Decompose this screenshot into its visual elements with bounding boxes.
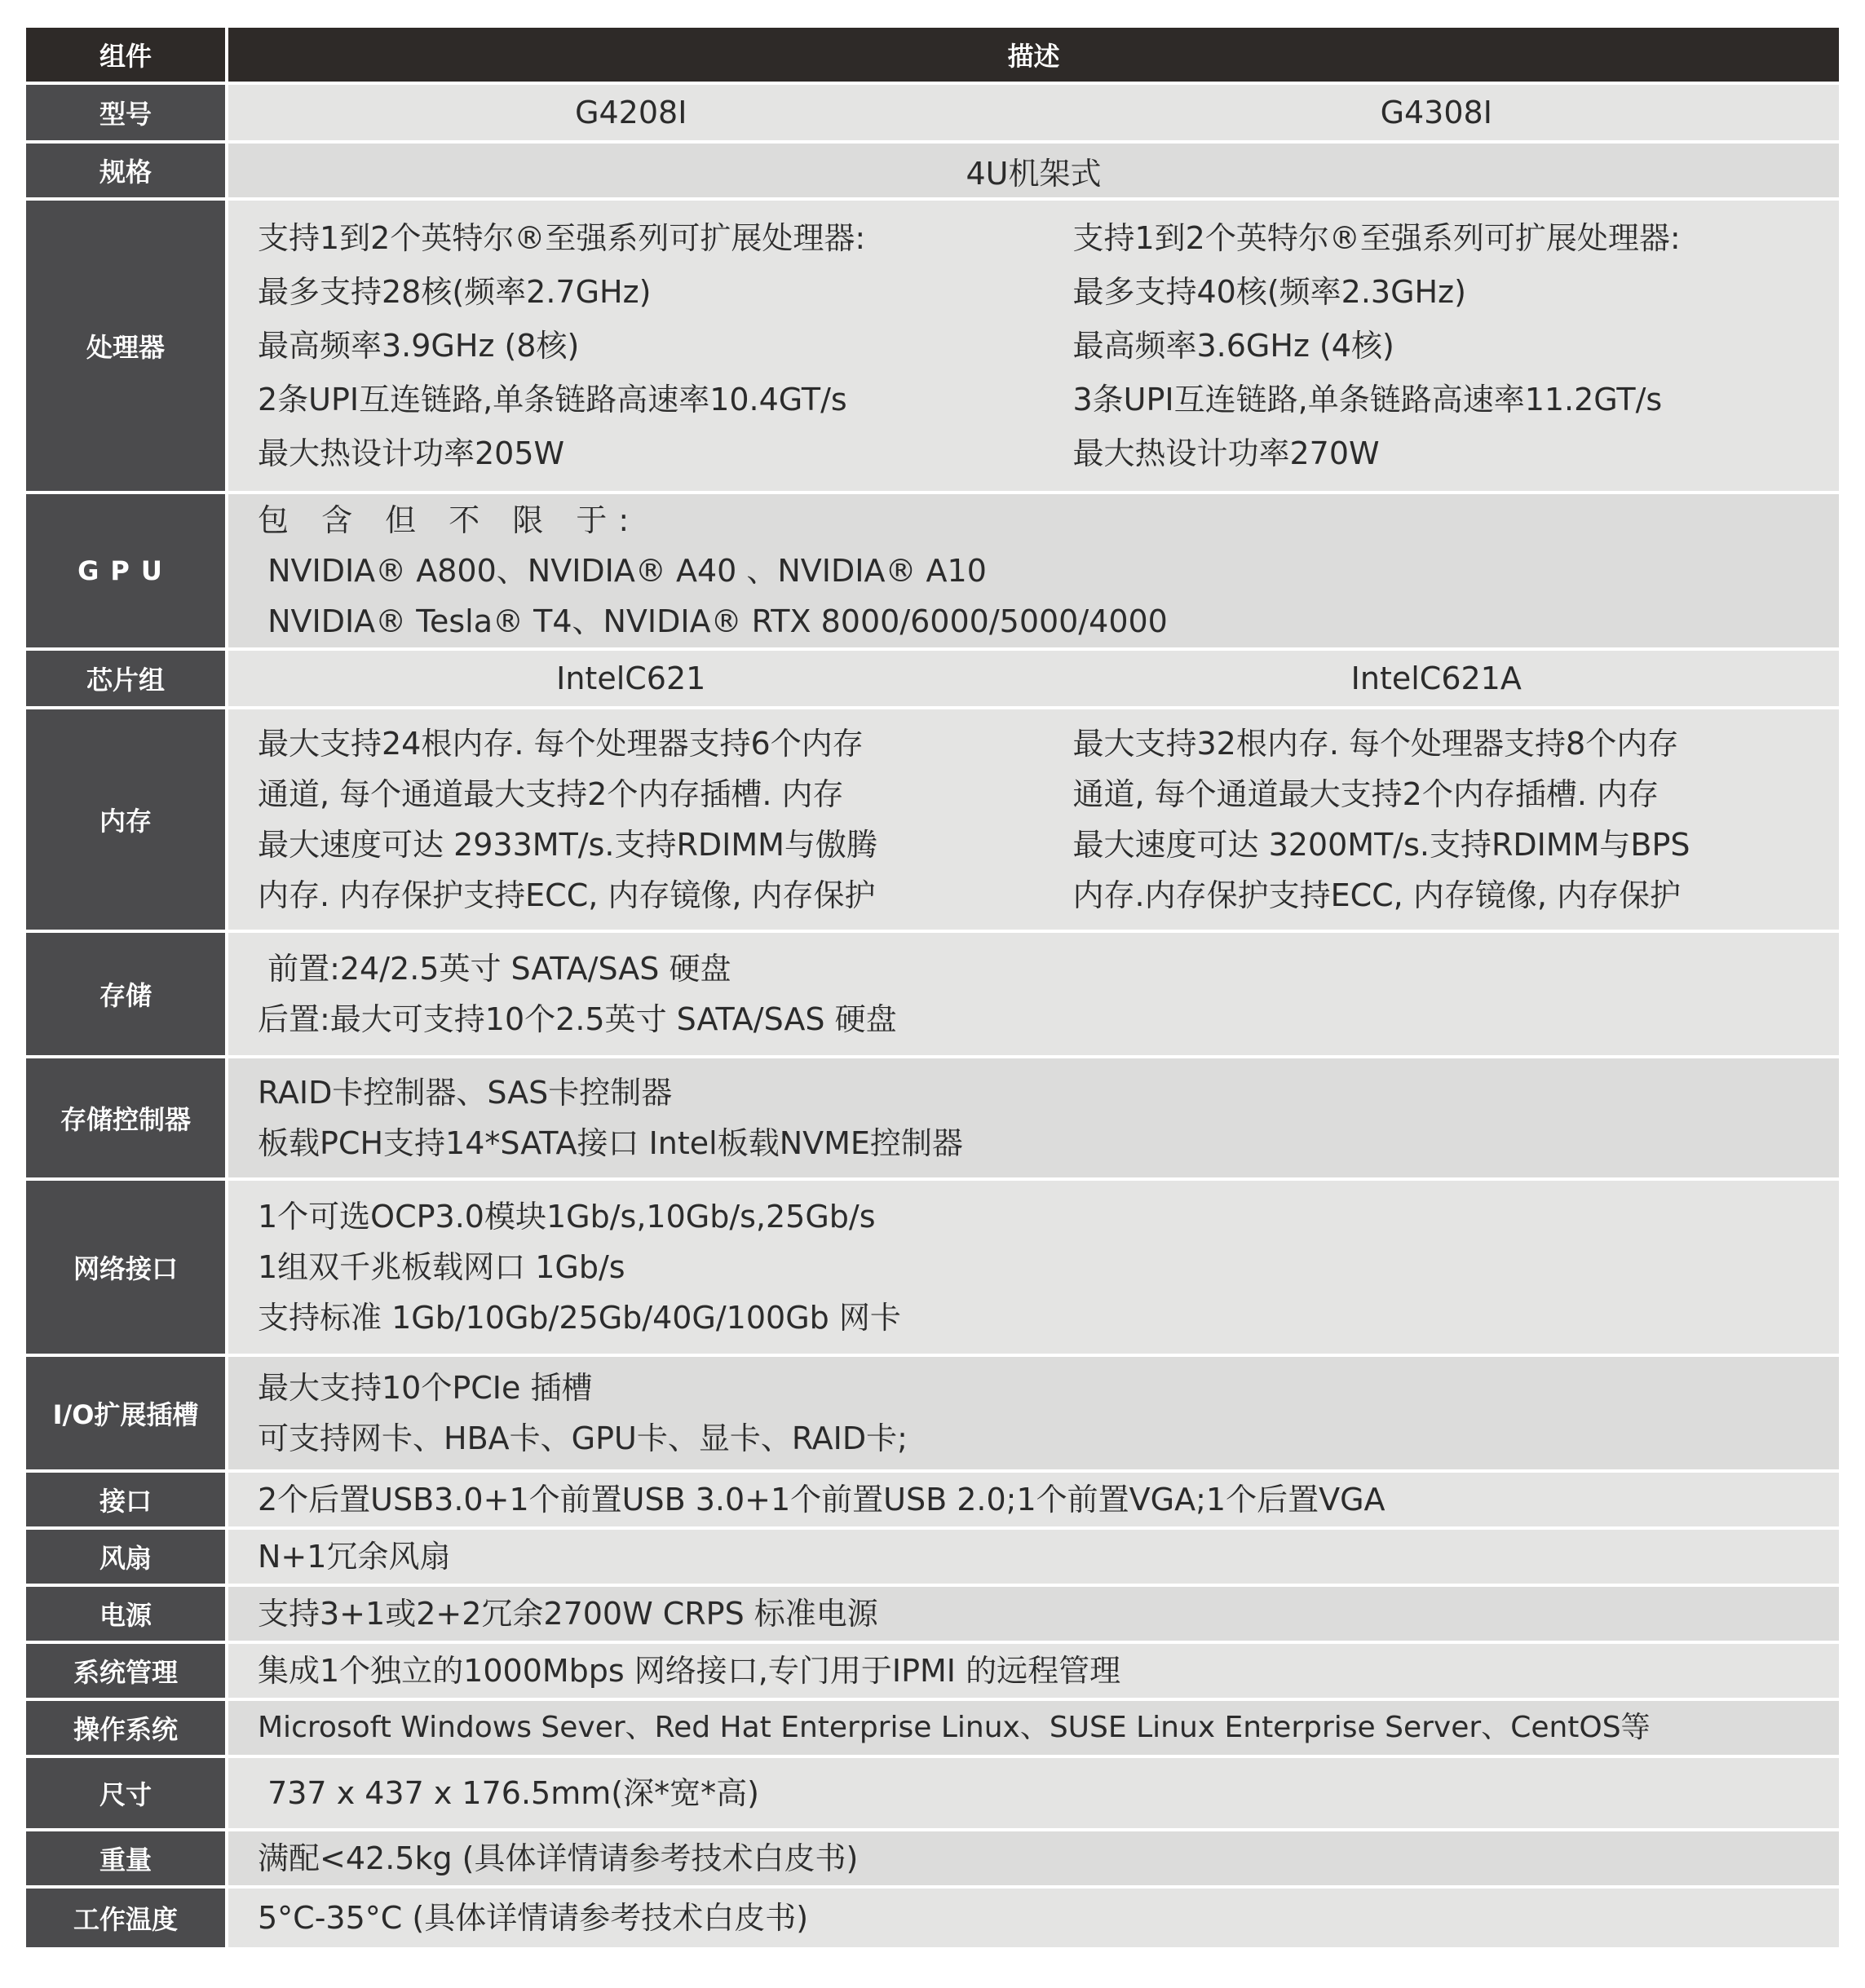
memory-right	[1049, 718, 1840, 921]
storage-controller-line: 板载PCH支持14*SATA接口 Intel板载NVME控制器	[258, 1125, 963, 1161]
row-temperature	[26, 1889, 1839, 1947]
cpu-left-line: 最多支持28核(频率2.7GHz)	[258, 274, 652, 310]
row-cpu	[26, 201, 1839, 491]
cpu-right-line: 最大热设计功率270W	[1072, 435, 1380, 471]
temperature-value: 5°C-35°C (具体详情请参考技术白皮书)	[228, 1889, 1839, 1947]
storage-line: 前置:24/2.5英寸 SATA/SAS 硬盘	[258, 951, 731, 987]
row-management	[26, 1644, 1839, 1698]
network-line: 支持标准 1Gb/10Gb/25Gb/40G/100Gb 网卡	[258, 1300, 901, 1336]
memory-left-line: 通道, 每个通道最大支持2个内存插槽. 内存	[258, 776, 844, 812]
row-storage	[26, 933, 1839, 1055]
label-temperature: 工作温度	[26, 1889, 225, 1947]
management-value: 集成1个独立的1000Mbps 网络接口,专门用于IPMI 的远程管理	[228, 1644, 1839, 1698]
label-memory: 内存	[26, 709, 225, 930]
cpu-right-line: 最多支持40核(频率2.3GHz)	[1072, 274, 1466, 310]
header-description: 描述	[228, 28, 1839, 82]
network-line: 1个可选OCP3.0模块1Gb/s,10Gb/s,25Gb/s	[258, 1199, 876, 1235]
memory-right-line: 最大支持32根内存. 每个处理器支持8个内存	[1072, 726, 1679, 762]
label-os: 操作系统	[26, 1701, 225, 1755]
gpu-line: NVIDIA® Tesla® T4、NVIDIA® RTX 8000/6000/5000/4000	[258, 603, 1168, 639]
cpu-left-line: 2条UPI互连链路,单条链路高速率10.4GT/s	[258, 382, 847, 417]
cpu-right	[1049, 211, 1840, 480]
memory-right-line: 最大速度可达 3200MT/s.支持RDIMM与BPS	[1072, 827, 1690, 863]
model-left: G4208I	[575, 95, 687, 130]
label-storage-controller: 存储控制器	[26, 1058, 225, 1177]
gpu-line: NVIDIA® A800、NVIDIA® A40 、NVIDIA® A10	[258, 553, 987, 589]
ports-value: 2个后置USB3.0+1个前置USB 3.0+1个前置USB 2.0;1个前置VGA;1个后置VGA	[228, 1473, 1839, 1526]
size-value: 737 x 437 x 176.5mm(深*宽*高)	[228, 1758, 1839, 1828]
gpu-line: 包 含 但 不 限 于:	[258, 502, 641, 538]
row-form	[26, 144, 1839, 197]
cpu-left-line: 支持1到2个英特尔®至强系列可扩展处理器:	[258, 220, 866, 256]
memory-right-line: 通道, 每个通道最大支持2个内存插槽. 内存	[1072, 776, 1659, 812]
header-row	[26, 28, 1839, 82]
label-fan: 风扇	[26, 1530, 225, 1584]
model-right: G4308I	[1380, 95, 1492, 130]
label-storage: 存储	[26, 933, 225, 1055]
memory-left-line: 最大速度可达 2933MT/s.支持RDIMM与傲腾	[258, 827, 877, 863]
header-component: 组件	[26, 28, 225, 82]
row-memory	[26, 709, 1839, 930]
label-weight: 重量	[26, 1831, 225, 1885]
row-fan	[26, 1530, 1839, 1584]
memory-left	[258, 718, 1049, 921]
row-os	[26, 1701, 1839, 1755]
io-line: 可支持网卡、HBA卡、GPU卡、显卡、RAID卡;	[258, 1420, 908, 1456]
row-size	[26, 1758, 1839, 1828]
row-ports	[26, 1473, 1839, 1526]
row-gpu	[26, 494, 1839, 647]
label-ports: 接口	[26, 1473, 225, 1526]
storage-line: 后置:最大可支持10个2.5英寸 SATA/SAS 硬盘	[258, 1001, 897, 1037]
label-size: 尺寸	[26, 1758, 225, 1828]
label-power: 电源	[26, 1587, 225, 1641]
label-network: 网络接口	[26, 1181, 225, 1354]
cpu-right-line: 3条UPI互连链路,单条链路高速率11.2GT/s	[1072, 382, 1663, 417]
cpu-left-line: 最高频率3.9GHz (8核)	[258, 328, 580, 364]
label-management: 系统管理	[26, 1644, 225, 1698]
memory-right-line: 内存.内存保护支持ECC, 内存镜像, 内存保护	[1072, 877, 1681, 913]
memory-left-line: 最大支持24根内存. 每个处理器支持6个内存	[258, 726, 864, 762]
chipset-right: IntelC621A	[1350, 660, 1522, 696]
label-chipset: 芯片组	[26, 651, 225, 706]
row-weight	[26, 1831, 1839, 1885]
os-value: Microsoft Windows Sever、Red Hat Enterprise Linux、SUSE Linux Enterprise Server、CentOS等	[228, 1701, 1839, 1755]
label-io: I/O扩展插槽	[26, 1357, 225, 1469]
cpu-left	[258, 211, 1049, 480]
cpu-right-line: 支持1到2个英特尔®至强系列可扩展处理器:	[1072, 220, 1681, 256]
row-chipset	[26, 651, 1839, 706]
label-model: 型号	[26, 85, 225, 140]
label-cpu: 处理器	[26, 201, 225, 491]
storage-controller-line: RAID卡控制器、SAS卡控制器	[258, 1075, 673, 1111]
io-line: 最大支持10个PCIe 插槽	[258, 1370, 593, 1406]
form-value: 4U机架式	[228, 144, 1839, 197]
weight-value: 满配<42.5kg (具体详情请参考技术白皮书)	[228, 1831, 1839, 1885]
memory-left-line: 内存. 内存保护支持ECC, 内存镜像, 内存保护	[258, 877, 876, 913]
row-model	[26, 85, 1839, 140]
network-line: 1组双千兆板载网口 1Gb/s	[258, 1249, 625, 1285]
chipset-left: IntelC621	[556, 660, 706, 696]
row-network	[26, 1181, 1839, 1354]
cpu-left-line: 最大热设计功率205W	[258, 435, 565, 471]
row-storage-controller	[26, 1058, 1839, 1177]
label-gpu: GPU	[26, 494, 225, 647]
cpu-right-line: 最高频率3.6GHz (4核)	[1072, 328, 1394, 364]
label-form: 规格	[26, 144, 225, 197]
row-power	[26, 1587, 1839, 1641]
fan-value: N+1冗余风扇	[228, 1530, 1839, 1584]
power-value: 支持3+1或2+2冗余2700W CRPS 标准电源	[228, 1587, 1839, 1641]
spec-table	[26, 24, 1839, 1950]
row-io	[26, 1357, 1839, 1469]
